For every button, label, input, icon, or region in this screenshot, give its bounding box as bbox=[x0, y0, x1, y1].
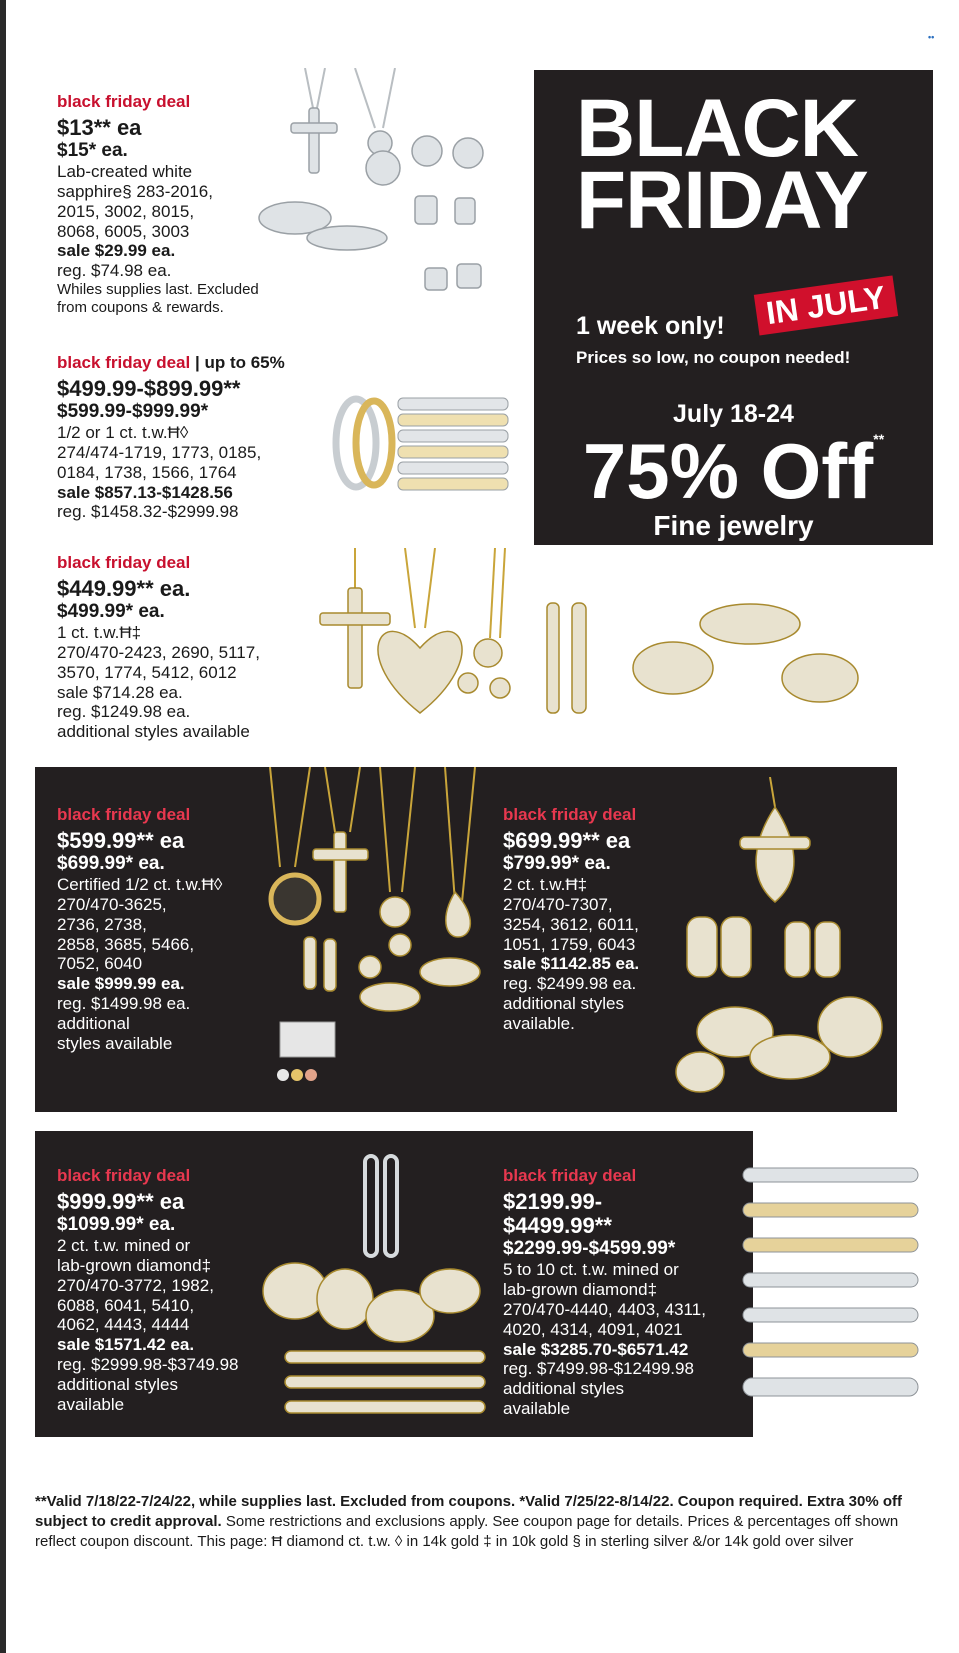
deal-tag: black friday deal bbox=[503, 805, 637, 824]
deal-line: 2 ct. t.w.Ħ‡ bbox=[503, 874, 588, 894]
deal-note: available. bbox=[503, 1014, 575, 1034]
deal-tag: black friday deal bbox=[503, 1166, 637, 1185]
deal-price: $999.99** ea bbox=[57, 1188, 185, 1214]
deal-note: additional styles bbox=[57, 1375, 178, 1395]
hero-percent-off bbox=[534, 427, 933, 515]
deal-certified bbox=[57, 805, 222, 1054]
deal-sale: sale $29.99 ea. bbox=[57, 241, 176, 261]
deal-bands bbox=[57, 353, 285, 522]
deal-tag: black friday deal bbox=[57, 1166, 191, 1185]
deal-line: 0184, 1738, 1566, 1764 bbox=[57, 462, 237, 482]
deal-one-carat bbox=[57, 553, 260, 742]
deal-two-carat bbox=[503, 805, 639, 1034]
deal-tag: black friday deal bbox=[57, 805, 191, 824]
deal-price-alt: $1099.99* ea. bbox=[57, 1214, 176, 1236]
deal-reg: reg. $1458.32-$2999.98 bbox=[57, 502, 239, 522]
deal-two-ct-mined bbox=[57, 1166, 239, 1415]
footer-disclaimer: Some restrictions and exclusions apply. See coupon page for details. Prices & percentages off shown reflect coupon discount. This page: Ħ diamond ct. t.w. ◊ in 14k gold ‡ in 10k gold § in sterling silver &/or 14k gold over silver bbox=[35, 1512, 899, 1550]
deal-line: 270/470-2423, 2690, 5117, bbox=[57, 642, 260, 662]
deal-price: $599.99** ea bbox=[57, 827, 185, 853]
deal-reg: reg. $2999.98-$3749.98 bbox=[57, 1355, 239, 1375]
deal-line: 6088, 6041, 5410, bbox=[57, 1295, 195, 1315]
deal-price: $13** ea bbox=[57, 114, 142, 140]
corner-mark: •• bbox=[928, 32, 935, 42]
deal-price: $499.99-$899.99** bbox=[57, 375, 241, 401]
tag-separator: | bbox=[194, 353, 200, 372]
deal-note: additional styles bbox=[503, 994, 624, 1014]
deal-line: 7052, 6040 bbox=[57, 954, 143, 974]
deal-line: 4062, 4443, 4444 bbox=[57, 1315, 190, 1335]
deal-line: 3254, 3612, 6011, bbox=[503, 914, 639, 934]
deal-price: $449.99** ea. bbox=[57, 575, 191, 601]
deal-note: Whiles supplies last. Excluded bbox=[57, 281, 259, 299]
certified-jewelry-image bbox=[250, 767, 490, 1097]
deal-line: 270/470-7307, bbox=[503, 894, 613, 914]
deal-note: additional styles available bbox=[57, 722, 250, 742]
deal-note: additional styles bbox=[503, 1379, 624, 1399]
deal-reg: reg. $2499.98 ea. bbox=[503, 974, 637, 994]
footer-validity: **Valid 7/18/22-7/24/22, while supplies last. Excluded from coupons. *Valid 7/25/22-8/14/22. Coupon required. Extra 30% off subject to credit approval. bbox=[35, 1493, 902, 1530]
deal-price-cont: $4499.99** bbox=[503, 1213, 612, 1239]
deal-line: 8068, 6005, 3003 bbox=[57, 221, 190, 241]
deal-line: 274/474-1719, 1773, 0185, bbox=[57, 442, 262, 462]
deal-reg: reg. $1249.98 ea. bbox=[57, 702, 191, 722]
hero-fine-jewelry: Fine jewelry bbox=[653, 510, 814, 541]
deal-sale: sale $3285.70-$6571.42 bbox=[503, 1339, 689, 1359]
deal-note: from coupons & rewards. bbox=[57, 298, 224, 316]
deal-price-alt: $15* ea. bbox=[57, 140, 128, 162]
deal-sale: sale $714.28 ea. bbox=[57, 682, 183, 702]
deal-price: $2199.99- bbox=[503, 1188, 603, 1214]
deal-line: 1/2 or 1 ct. t.w.Ħ◊ bbox=[57, 422, 189, 442]
hero-percent-value: 75% Off bbox=[582, 427, 874, 515]
deal-line: Lab-created white bbox=[57, 161, 193, 181]
deal-line: lab-grown diamond‡ bbox=[57, 1255, 212, 1275]
deal-line: 4020, 4314, 4091, 4021 bbox=[503, 1319, 683, 1339]
deal-line: 1 ct. t.w.Ħ‡ bbox=[57, 622, 142, 642]
deal-line: 2736, 2738, bbox=[57, 914, 147, 934]
deal-line: lab-grown diamond‡ bbox=[503, 1279, 658, 1299]
legal-footer bbox=[35, 1492, 925, 1551]
deal-note: additional bbox=[57, 1014, 130, 1034]
deal-price-alt: $599.99-$999.99* bbox=[57, 401, 209, 423]
deal-line: 2858, 3685, 5466, bbox=[57, 934, 195, 954]
deal-reg: reg. $74.98 ea. bbox=[57, 261, 172, 281]
hero-week-only: 1 week only! bbox=[576, 312, 725, 340]
black-friday-hero bbox=[534, 70, 933, 589]
hero-dates: July 18-24 bbox=[673, 400, 794, 428]
deal-price-alt: $699.99* ea. bbox=[57, 853, 165, 875]
band-rings-image bbox=[318, 388, 518, 508]
hero-percent-mark: ** bbox=[873, 431, 885, 447]
deal-sale: sale $1571.42 ea. bbox=[57, 1335, 195, 1355]
certified-panel bbox=[35, 767, 897, 1112]
deal-tag: black friday deal bbox=[57, 353, 191, 372]
deal-line: 2 ct. t.w. mined or bbox=[57, 1235, 191, 1255]
deal-line: 3570, 1774, 5412, 6012 bbox=[57, 662, 237, 682]
two-carat-jewelry-image bbox=[675, 777, 890, 1097]
in-july-badge: IN JULY bbox=[754, 275, 898, 335]
deal-line: 270/470-4440, 4403, 4311, bbox=[503, 1299, 706, 1319]
deal-note: available bbox=[503, 1399, 571, 1419]
deal-note: styles available bbox=[57, 1033, 173, 1053]
deal-tag: black friday deal bbox=[57, 553, 191, 572]
deal-reg: reg. $7499.98-$12499.98 bbox=[503, 1359, 694, 1379]
deal-price-alt: $799.99* ea. bbox=[503, 853, 611, 875]
deal-line: 1051, 1759, 6043 bbox=[503, 934, 636, 954]
deal-line: 270/470-3772, 1982, bbox=[57, 1275, 214, 1295]
deal-reg: reg. $1499.98 ea. bbox=[57, 994, 191, 1014]
sapphire-jewelry-image bbox=[255, 68, 495, 318]
deal-line: 2015, 3002, 8015, bbox=[57, 201, 195, 221]
deal-price: $699.99** ea bbox=[503, 827, 631, 853]
hero-title-black: BLACK bbox=[576, 83, 858, 174]
hero-no-coupon: Prices so low, no coupon needed! bbox=[576, 348, 851, 367]
mined-lab-panel bbox=[35, 1131, 753, 1437]
tennis-bracelets-image bbox=[735, 1148, 925, 1438]
hero-title-friday: FRIDAY bbox=[576, 155, 868, 246]
hero-watches: 25-55% Off Watches** bbox=[640, 544, 827, 564]
deal-five-to-ten-ct bbox=[503, 1166, 706, 1419]
deal-sale: sale $999.99 ea. bbox=[57, 974, 185, 994]
left-edge-bar bbox=[0, 0, 6, 1653]
hero-select-styles: select styles bbox=[681, 568, 786, 589]
deal-sale: sale $1142.85 ea. bbox=[503, 954, 640, 974]
deal-line: 270/470-3625, bbox=[57, 894, 167, 914]
mined-lab-jewelry-image bbox=[255, 1151, 505, 1421]
deal-tag: black friday deal bbox=[57, 92, 191, 111]
deal-price-alt: $499.99* ea. bbox=[57, 601, 165, 623]
deal-sale: sale $857.13-$1428.56 bbox=[57, 482, 233, 502]
one-carat-jewelry-image bbox=[310, 548, 910, 733]
deal-line: 5 to 10 ct. t.w. mined or bbox=[503, 1260, 679, 1280]
deal-note: available bbox=[57, 1394, 125, 1414]
deal-price-alt: $2299.99-$4599.99* bbox=[503, 1238, 676, 1260]
deal-line: sapphire§ 283-2016, bbox=[57, 181, 213, 201]
deal-line: Certified 1/2 ct. t.w.Ħ◊ bbox=[57, 874, 223, 894]
deal-discount: up to 65% bbox=[204, 353, 285, 372]
deal-sapphire bbox=[57, 92, 259, 316]
